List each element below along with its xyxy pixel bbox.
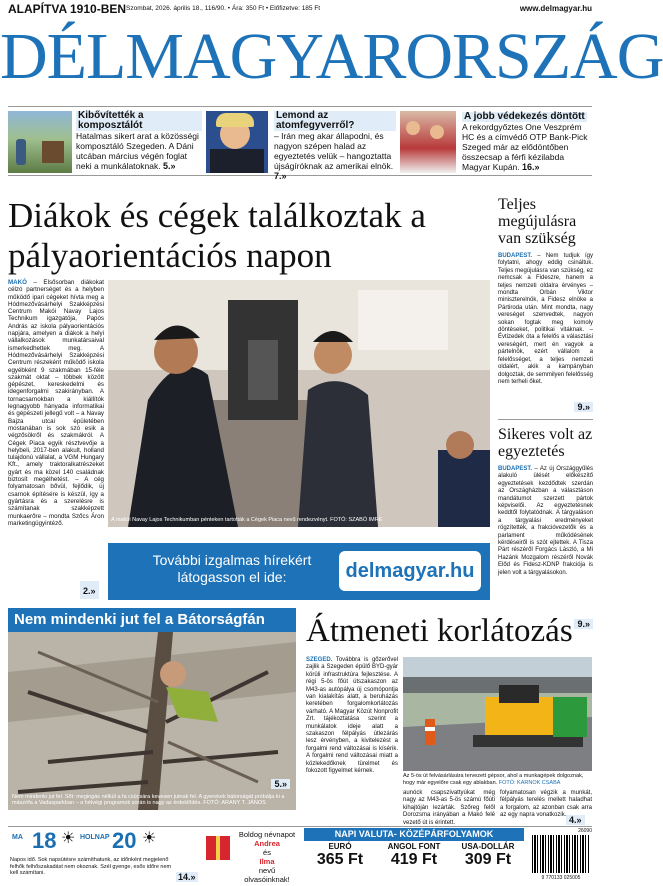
promo-line2: látogasson el ide: xyxy=(177,569,287,585)
player-head xyxy=(406,121,420,135)
fx-label: EURÓ xyxy=(328,842,352,851)
fx-label: USA-DOLLÁR xyxy=(461,842,515,851)
atmeneti-byline: SZEGED. xyxy=(306,657,333,663)
nameday-name: Andrea xyxy=(254,839,280,848)
teaser-text xyxy=(76,131,202,171)
nameday-tail: nevű olvasóinknak! xyxy=(244,866,290,884)
teaser-body: A rekordgyőztes One Veszprém HC és a címvédő OTP Bank-Pick Szeged már az elődöntőben összecsap a férfi kézilabda Magyar Kupán. xyxy=(462,122,588,172)
lead-byline: MAKÓ xyxy=(8,279,27,286)
sidebar xyxy=(498,196,593,632)
lead-page-ref[interactable] xyxy=(80,581,99,599)
barcode-number: 9 770133 025005 xyxy=(541,875,581,881)
teaser-compost[interactable] xyxy=(76,111,202,173)
website-link[interactable]: www.delmagyar.hu xyxy=(519,4,592,13)
teaser-tag: Kibővítették a komposztálót xyxy=(76,111,202,131)
nameday-text xyxy=(236,830,298,884)
sidebar-text: – Nem tudjuk így folytatni, ahogy eddig csináltuk. Teljes megújulásra van szükség, ez nemcsak a Fideszre, hanem a teljes nemzeti oldalra érvényes – mondta Orbán Viktor miniszterelnök, a Fidesz elnöke a Pártiroda után. Mint mondta, nagy vereséget szenvedtek, nagyon sokan fogtak meg komoly döntéseket, politikai vitáknak. – Évtizedek óta a felelős a választási vereségért, mert én vagyok a pártelnök, ezért vállalom a felelősséget, a teljes nemzeti oldalért, akik a kampányban dolgoztak, de semmilyen felelősség nem terheli őket. xyxy=(498,253,593,385)
tree-illustration xyxy=(8,632,296,810)
atmeneti-title[interactable]: Átmeneti korlátozás xyxy=(306,613,573,649)
compost-bin xyxy=(42,141,64,163)
teaser-iran-thumb[interactable] xyxy=(206,111,268,173)
gift-ribbon xyxy=(216,836,220,860)
atmeneti-body xyxy=(306,657,398,822)
teaser-body: – Irán meg akar állapodni, és nagyon szépen halad az egyeztetés velük – hangoztatta újságíróknak az amerikai elnök. xyxy=(274,131,394,171)
nameday-label: Boldog névnapot xyxy=(238,830,296,839)
promo-text xyxy=(122,552,342,586)
sidebar-story-body xyxy=(498,466,593,612)
issue-info: Szombat, 2026. április 18., 116/90. • Ára: 350 Ft • Előfizetve: 185 Ft xyxy=(126,5,321,12)
sidebar-byline: BUDAPEST. xyxy=(498,253,533,259)
founded-label: ALAPÍTVA 1910-BEN xyxy=(8,2,127,16)
weather-tomorrow-temp: 20 xyxy=(112,828,137,853)
page-number: 5.» xyxy=(271,779,290,789)
weather-box[interactable] xyxy=(8,828,194,886)
batorsag-page-ref[interactable] xyxy=(271,774,290,792)
teaser-bar xyxy=(8,106,592,181)
teaser-iran[interactable] xyxy=(274,110,396,181)
caption-text: Nem mindenki jut fel. Sőt: megingás nélkül a fa csúcsára kevesen jutnak fel. A gyerekek bátorságát próbálja ki a mászófa a Vadasparkban – a hétvégi programok során is nagy az érdeklődés. xyxy=(12,793,285,807)
batorsag-photo xyxy=(8,632,296,810)
weather-text: Napos idő. Sok napsütésre számíthatunk, az időnként megjelenő felhők felhőszakadást nem okoznak. Szél gyenge, esős időre nem kell számítani. xyxy=(10,857,172,877)
fx-box xyxy=(304,828,524,886)
barcode xyxy=(530,828,592,886)
page-number: 2.» xyxy=(83,586,96,596)
portrait-suit xyxy=(210,149,264,173)
sidebar-page-ref[interactable] xyxy=(498,397,593,415)
caption-text: Az 5-ös út felvásárlására tervezett gépsor, ahol a munkagépek dolgoznak, hogy már egyelőre csak egy ablakban. xyxy=(403,773,584,786)
sidebar-story-title[interactable]: Teljes megújulásra van szükség xyxy=(498,196,577,247)
atmeneti-caption xyxy=(403,773,592,786)
promo-box[interactable] xyxy=(108,543,490,600)
bottom-divider xyxy=(8,826,592,827)
promo-line1: További izgalmas hírekért xyxy=(152,552,312,568)
weather-today-temp: 18 xyxy=(32,828,57,853)
teaser-text xyxy=(274,131,396,181)
gift-icon xyxy=(206,836,230,860)
fx-label: ANGOL FONT xyxy=(387,842,441,851)
sidebar-byline: BUDAPEST. xyxy=(498,466,533,472)
lead-body: – Elsősorban diákokat célzó partnerséget és a helyben működő ipari cégeket hívta meg a Hódmezővásárhelyi Szakképzési Centrum Makói Navay Lajos Technikum igazgatója, Papós András az iskola pályaorientációs napjára, amelyen a diákok a helyi vállalkozások munkatársaival ismerkedhettek meg. A Hódmezővásárhelyi Szakképzési Centrum részeként működő iskola egyébként 9 szakmában 15-féle szakmát oktat – többek között gépészet, kereskedelmi és idegenforgalmi szakirányban. A tornacsarnokban a kiállítók legnagyobb hányada informatikai és gépészeti jellegű volt – a Navay Bajza utcai épületében mostanában is sok szó esik a végzősökről és szakmákról. A Cégek Piaca egyik résztvevője a helybeli, 2017-ben alakult, holland tulajdonú vállalat, a VGM Hungary Kft., amely traktoralkatrészeket gyárt és ma közel 140 családnak biztosít megélhetést. – A cég folyamatosan bővül, fejlődik, új csarnok építésére is készül, így a gyártásra és a szerelésre is számítanak szakképzett munkaerőre – mondta Szőcs Áron marketingügyintéző. xyxy=(8,279,104,527)
lead-headline[interactable]: Diákok és cégek találkoztak a pályaorientációs napon xyxy=(8,196,426,275)
masthead-title: DÉLMAGYARORSZÁG xyxy=(0,20,663,93)
fx-title: NAPI VALUTA- KÖZÉPÁRFOLYAMOK xyxy=(304,828,524,841)
sidebar-text: – Az új Országgyűlés alakuló ülését előkészítő egyeztetések kezdődtek szerdán az Országházban a választáson mandátumot szerzett pártok képviselői. Az egyeztetésnek keddtől folytatódnak. A tárgyaláson a tárgyalási eredményeket rögzítették, a frakcióvezetők és a parlament működésének kérdéseiről is szót ejtettek. A Tisza Párt részéről Forgács László, a Mi Hazánk Mozgalom részéről Novák Előd és Fidesz-KDNP frakciója is jelen volt a tárgyalásokon. xyxy=(498,466,593,576)
teaser-page: 7.» xyxy=(274,171,287,181)
batorsag-banner[interactable] xyxy=(8,608,296,632)
page-number: 9.» xyxy=(574,619,593,629)
fx-value: 309 Ft xyxy=(464,851,512,868)
sidebar-story-title[interactable]: Sikeres volt az egyeztetés xyxy=(498,419,593,460)
fx-usd xyxy=(452,842,524,869)
portrait-hair xyxy=(216,113,254,127)
weather-page-ref[interactable]: 14.» xyxy=(178,872,196,882)
teaser-text xyxy=(462,122,592,172)
banner-title: Nem mindenki jut fel a Bátorságfán xyxy=(14,611,265,628)
page-number: 4.» xyxy=(566,815,585,825)
weather-today-label: MA xyxy=(12,834,23,841)
fx-euro xyxy=(304,842,376,869)
barcode-bars xyxy=(532,835,590,873)
teaser-page: 16.» xyxy=(522,162,540,172)
caption-credit: FOTÓ: SZABÓ IMRE xyxy=(330,517,383,523)
sun-icon: ☀ xyxy=(142,830,157,847)
fx-gbp xyxy=(378,842,450,869)
teaser-page: 5.» xyxy=(162,161,176,171)
promo-site-button[interactable]: delmagyar.hu xyxy=(339,551,481,591)
teaser-handball-thumb[interactable] xyxy=(400,111,456,173)
caption-credit: FOTÓ: KARNOK CSABA xyxy=(498,779,561,786)
lead-photo-illustration xyxy=(108,280,490,527)
roadworks-illustration xyxy=(403,657,592,771)
nameday-and: és xyxy=(263,848,271,857)
page-number: 9.» xyxy=(574,402,593,412)
teaser-body: Hatalmas sikert arat a közösségi komposztáló Szegeden. A Dáni utcában március végén foglat neki a munkálatoknak. xyxy=(76,131,199,171)
person-figure xyxy=(16,139,26,165)
sidebar-story-body xyxy=(498,253,593,395)
lead-photo xyxy=(108,280,490,527)
weather-tomorrow-label: HOLNAP xyxy=(80,834,110,841)
caption-credit: FOTÓ: ARANY T. JÁNOS xyxy=(203,800,266,807)
fx-value: 365 Ft xyxy=(316,851,364,868)
barcode-issue: 26090 xyxy=(578,828,592,834)
teaser-compost-thumb[interactable] xyxy=(8,111,72,173)
top-strip xyxy=(8,3,592,17)
lead-body-column xyxy=(8,279,104,527)
atmeneti-col2: aunóck csapszivattyúkat még nagy az M43-as 5-ös számú főúti kihajtóján lezárták. Szőreg felől Dorozsma irányában a Makó felé vezető út is érintett. xyxy=(403,790,495,826)
nameday-box xyxy=(204,828,298,886)
sun-icon: ☀ xyxy=(61,830,76,847)
lead-photo-caption xyxy=(111,517,382,523)
atmeneti-text: Továbbra is gőzerővel zajlik a Szegeden épülő BYD-gyár körüli infrastruktúra fejlesztése. A régi 5-ös főút útszakaszon az M43-as autópálya új csomópontja van kialakítás alatt, a beruházás keretében forgalomkorlátozás várható. A Magyar Közút Nonprofit Zrt. tájékoztatása szerint a munkálatok ideje alatt a szakaszon félpályás útlezárás lesz érvényben, a kivitelezést a forgalmi rend változásai is kísérik. A forgalmi rend változásai miatt a közlekedőknek türelmet és fokozott figyelmet kérnek. xyxy=(306,657,398,775)
atmeneti-col3: folyamatosan végzik a munkát, félpályás terelés mellett haladhat a forgalom, az azonban csak arra az egy napra vonatkozik. xyxy=(500,790,592,819)
atmeneti-photo xyxy=(403,657,592,771)
teaser-tag: A jobb védekezés döntött xyxy=(464,111,585,122)
fx-value: 419 Ft xyxy=(390,851,438,868)
caption-text: A makói Navay Lajos Technikumban pénteken tartották a Cégek Piaca nevű rendezvényt. xyxy=(111,517,329,523)
nameday-name: Ilma xyxy=(259,857,275,866)
batorsag-caption xyxy=(12,794,292,807)
teaser-handball[interactable] xyxy=(462,111,592,173)
teaser-tag: Lemond az atomfegyverről? xyxy=(274,111,396,131)
player-head xyxy=(430,125,444,139)
